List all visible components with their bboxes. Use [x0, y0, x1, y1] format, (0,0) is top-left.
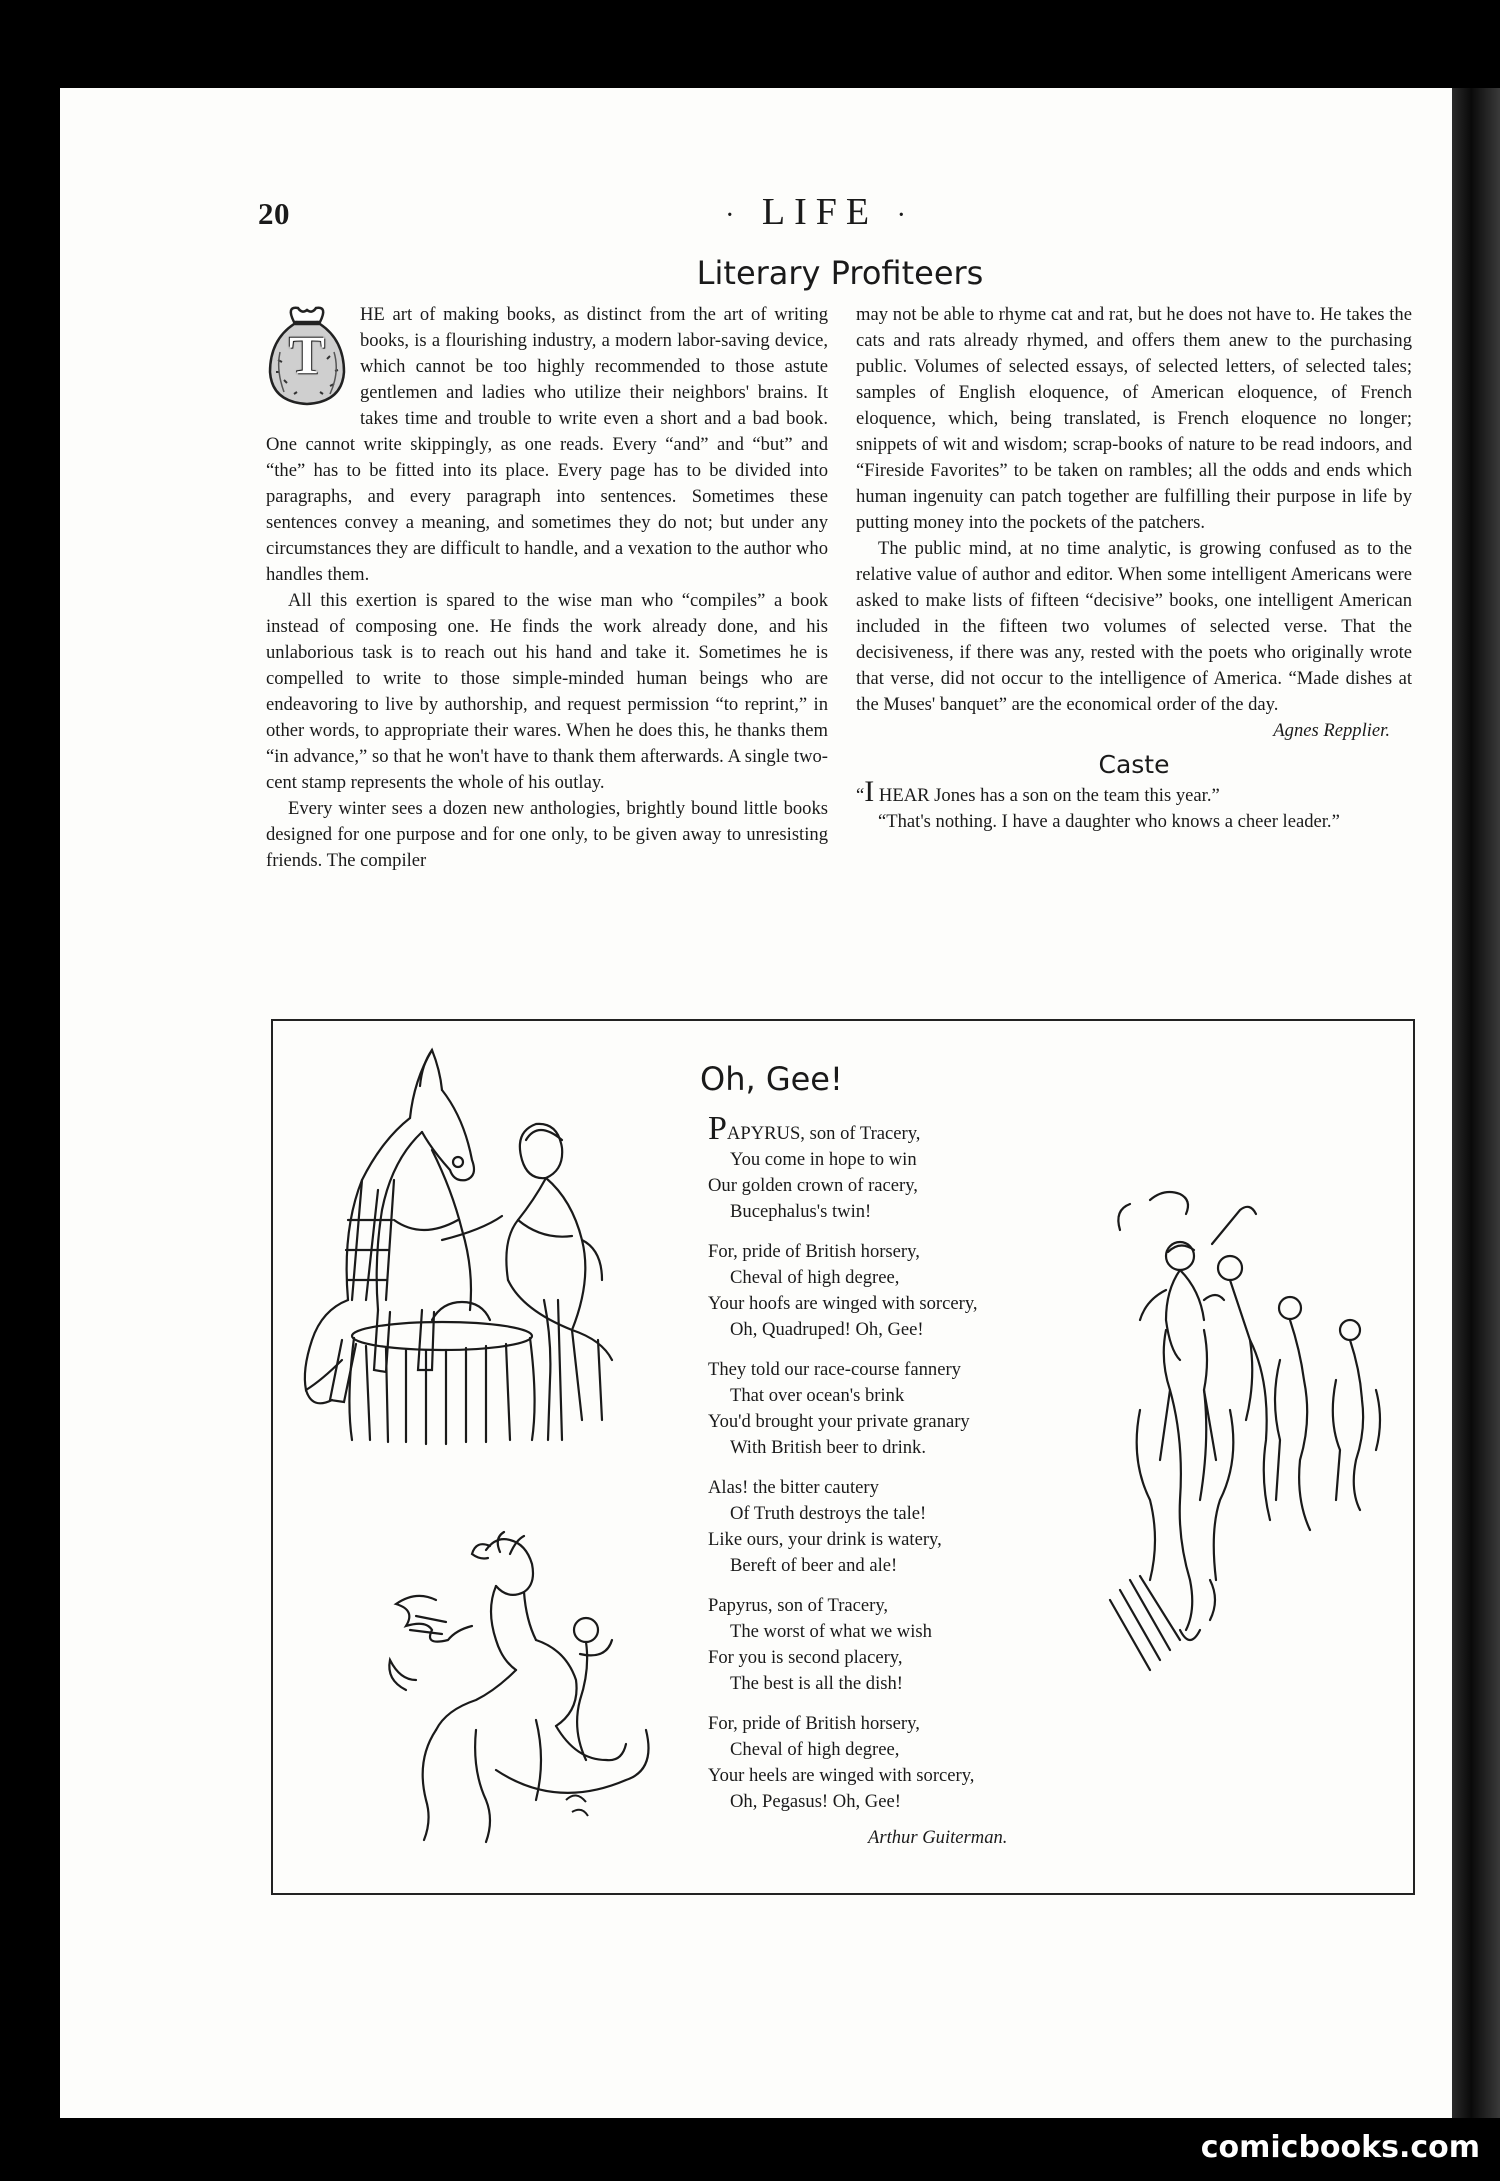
poem-line: They told our race-course fannery — [708, 1359, 961, 1380]
poem-line: Oh, Pegasus! Oh, Gee! — [730, 1791, 901, 1812]
article-paragraph: All this exertion is spared to the wise man who “compiles” a book instead of composing one. He finds the work already done, and his unlaborious task is to reach out his hand and take it. Sometimes he is compelled to write to those simple-minded human beings who are endeavoring to live by authorship, and request permission “to reprint,” in other words, to appropriate their wares. When he does this, he thanks them “in advance,” so that he won't have to thank them afterwards. A single two-cent stamp represents the whole of his outlay. — [266, 590, 828, 793]
caste-line: “That's nothing. I have a daughter who knows a cheer leader.” — [878, 811, 1340, 832]
poem-line: Cheval of high degree, — [730, 1739, 900, 1760]
pegasus-illustration — [376, 1530, 676, 1860]
poem-line: With British beer to drink. — [730, 1437, 927, 1458]
watermark: comicbooks.com — [1200, 2130, 1480, 2165]
masthead-title: LIFE — [761, 191, 879, 233]
poem-line: Like ours, your drink is watery, — [708, 1529, 942, 1550]
poem-body — [708, 1110, 1108, 1829]
article-paragraph: HE art of making books, as distinct from the art of writing books, is a flourishing industry, a modern labor-saving device, which cannot be too highly recommended to those astute gentlemen and ladies who utilize their neighbors' brains. It takes time and trouble to write even a short and a bad book. One cannot write skippingly, as one reads. Every “and” and “but” and “the” has to be fitted into its place. Every page has to be divided into paragraphs, and every paragraph into sentences. Sometimes these sentences convey a meaning, and sometimes they do not; but under any circumstances they are difficult to handle, and a vexation to the author who handles them. — [266, 304, 828, 585]
article-paragraph: The public mind, at no time analytic, is growing confused as to the relative value of author and editor. When some intelligent Americans were asked to make lists of fifteen “decisive” books, one intelligent American included in the fifteen two volumes of selected verse. That the decisiveness, if there was any, rested with the poets who originally wrote that verse, did not occur to the intelligence of America. “Made dishes at the Muses' banquet” are the economical order of the day. — [856, 538, 1412, 715]
poem-stanza — [708, 1711, 1108, 1815]
poem-line: The worst of what we wish — [730, 1621, 932, 1642]
poem-stanza — [708, 1593, 1108, 1697]
poem-stanza — [708, 1239, 1108, 1343]
poem-line: For, pride of British horsery, — [708, 1713, 920, 1734]
poem-line: Papyrus, son of Tracery, — [708, 1595, 889, 1616]
poem-line: Oh, Quadruped! Oh, Gee! — [730, 1319, 924, 1340]
poem-line: You'd brought your private granary — [708, 1411, 970, 1432]
poem-title: Oh, Gee! — [700, 1060, 843, 1098]
article-column-left — [266, 302, 828, 874]
poem-stanza — [708, 1357, 1108, 1461]
caste-dropcap: I — [864, 775, 875, 808]
poem-line: Bereft of beer and ale! — [730, 1555, 898, 1576]
poem-line: Cheval of high degree, — [730, 1267, 900, 1288]
poem-line: Your heels are winged with sorcery, — [708, 1765, 975, 1786]
poem-line — [708, 1110, 1108, 1147]
page-number: 20 — [258, 196, 290, 231]
article-paragraph: Every winter sees a dozen new anthologies, brightly bound little books designed for one purpose and for one only, to be given away to unresisting friends. The compiler — [266, 798, 828, 871]
poem-stanza — [708, 1475, 1108, 1579]
poem-stanza — [708, 1110, 1108, 1225]
dropcap-letter: T — [288, 325, 326, 385]
poem-line: Of Truth destroys the tale! — [730, 1503, 927, 1524]
poem-line: Our golden crown of racery, — [708, 1175, 918, 1196]
article-title: Literary Profiteers — [696, 254, 984, 292]
article-paragraph: may not be able to rhyme cat and rat, but he does not have to. He takes the cats and rats already rhymed, and offers them anew to the purchasing public. Volumes of selected essays, of selected letters, of selected tales; samples of English eloquence, of American eloquence, of French eloquence, which, being translated, is French eloquence no longer; snippets of wit and wisdom; scrap-books of nature to be read indoors, and “Fireside Favorites” to be taken on rambles; all the odds and ends which human ingenuity can patch together are fulfilling their purpose in life by putting money into the pockets of the patchers. — [856, 304, 1412, 533]
poem-signature: Arthur Guiterman. — [868, 1827, 1008, 1848]
poem-line: For you is second placery, — [708, 1647, 903, 1668]
poem-line: Alas! the bitter cautery — [708, 1477, 879, 1498]
article-signature: Agnes Repplier. — [1273, 720, 1390, 741]
poem-line: The best is all the dish! — [730, 1673, 903, 1694]
poem-line: You come in hope to win — [730, 1149, 917, 1170]
masthead-dot-right: · — [896, 200, 915, 231]
caste-text: HEAR Jones has a son on the team this year.” — [874, 785, 1220, 806]
horse-race-illustration — [1100, 1180, 1400, 1700]
dropcap-moneybag-icon — [264, 300, 350, 408]
poem-line-text: APYRUS, son of Tracery, — [726, 1123, 921, 1144]
poem-line: Your hoofs are winged with sorcery, — [708, 1293, 978, 1314]
poem-line: Bucephalus's twin! — [730, 1201, 872, 1222]
caste-line — [856, 775, 1412, 809]
masthead — [700, 190, 940, 234]
binding-shadow — [1452, 88, 1500, 2118]
poem-initial: P — [708, 1110, 727, 1147]
caste-open-quote: “ — [856, 785, 865, 806]
poem-line: That over ocean's brink — [730, 1385, 905, 1406]
article-column-right — [856, 302, 1412, 835]
horse-tea-illustration — [282, 1040, 682, 1480]
caste-title: Caste — [1098, 750, 1170, 779]
masthead-dot-left: · — [725, 200, 744, 231]
poem-line: For, pride of British horsery, — [708, 1241, 920, 1262]
